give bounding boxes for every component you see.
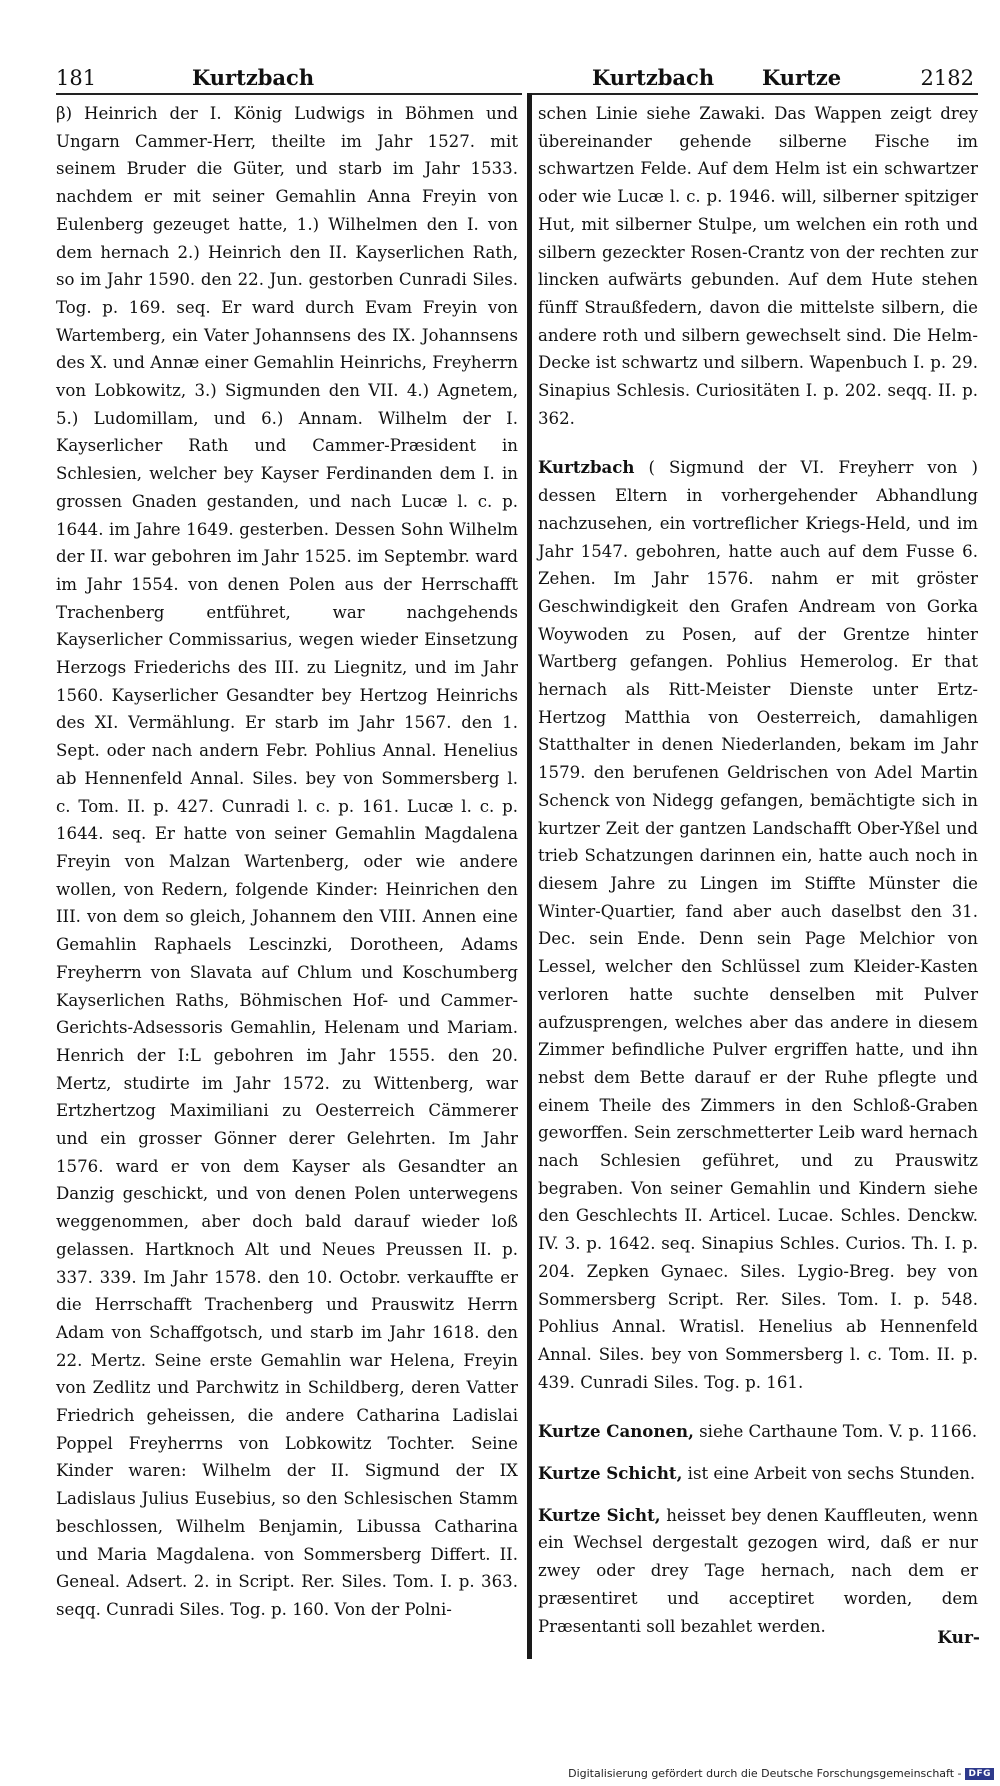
entry-body: ( Sigmund der VI. Freyherr von ) dessen Eltern in vorhergehender Abhandlung nachzusehen, ein vortreflicher Kriegs-Held, und im Jahr 1547. gebohren, hatte auch auf dem Fusse 6. Zehen. Im Jahr 1576. nahm er mit gröster Geschwindigkeit den Grafen Andream von Gorka Woywoden zu Posen, auf der Grentze hinter Wartberg gefangen. Pohlius Hemerolog. Er that hernach als Ritt-Meister Dienste unter Ertz-Hertzog Matthia von Oesterreich, damahligen Statthalter in denen Niederlanden, bekam im Jahr 1579. den berufenen Geldrischen von Adel Martin Schenck von Nidegg gefangen, bemächtigte sich in kurtzer Zeit der gantzen Landschafft Ober-Yßel und trieb Schatzungen darinnen ein, hatte auch noch in diesem Jahre zu Lingen im Stiffte Münster die Winter-Quartier, fand aber auch daselbst den 31. Dec. sein Ende. Denn sein Page Melchior von Lessel, welcher den Schlüssel zum Kleider-Kasten verloren hatte suchte denselben mit Pulver aufzusprengen, welches aber das andere in diesem Zimmer befindliche Pulver ergriffen hatte, und ihn nebst dem Bette darauf er der Ruhe pflegte und einem Theile des Zimmers in den Schloß-Graben geworffen. Sein zerschmetterter Leib ward hernach nach Schlesien geführet, und zu Prauswitz begraben. Von seiner Gemahlin und Kindern siehe den Geschlechts II. Articel. Lucae. Schles. Denckw. IV. 3. p. 1642. seq. Sinapius Schles. Curios. Th. I. p. 204. Zepken Gynaec. Siles. Lygio-Breg. bey von Sommersberg Script. Rer. Siles. Tom. I. p. 548. Pohlius Annal. Wratisl. Henelius ab Hennenfeld Annal. Siles. bey von Sommersberg l. c. Tom. II. p. 439. Cunradi Siles. Tog. p. 161. bbox=[538, 458, 978, 1392]
right-page-number: 2182 bbox=[920, 66, 974, 90]
header-rule-left bbox=[56, 93, 522, 95]
entry-body: heisset bey denen Kauffleuten, wenn ein Wechsel dergestalt gezogen wird, daß er nur zwey oder drey Tage hernach, nach dem er præsentiret und acceptiret worden, dem Præsentanti soll bezahlet werden. bbox=[538, 1505, 979, 1636]
left-column bbox=[56, 100, 518, 1624]
entry-headword: Kurtze Schicht, bbox=[538, 1463, 683, 1484]
header-rule-right bbox=[530, 93, 978, 95]
continuation-paragraph: schen Linie siehe Zawaki. Das Wappen zeigt drey übereinander gehende silberne Fische im schwartzen Felde. Auf dem Helm ist ein schwartzer oder wie Lucæ l. c. p. 1946. will, silberner spitziger Hut, mit silberner Stulpe, um welchen ein roth und silbern gezeckter Rosen-Crantz von der rechten zur lincken aufwärts gebunden. Auf dem Hute stehen fünff Straußfedern, davon die mittelste silbern, die andere roth und silbern gewechselt sind. Die Helm-Decke ist schwartz und silbern. Wapenbuch I. p. 29. Sinapius Schlesis. Curiositäten I. p. 202. seqq. II. p. 362. bbox=[538, 104, 978, 428]
entry-headword: Kurtze Canonen, bbox=[538, 1421, 694, 1442]
entry-body: ist eine Arbeit von sechs Stunden. bbox=[687, 1464, 976, 1484]
entry-kurtze-schicht bbox=[538, 1460, 978, 1488]
left-column-text: β) Heinrich der I. König Ludwigs in Böhmen und Ungarn Cammer-Herr, theilte im Jahr 1527. mit seinem Bruder die Güter, und starb im Jahr 1533. nachdem er mit seiner Gemahlin Anna Freyin von Eulenberg gezeuget hatte, 1.) Wilhelmen den I. von dem hernach 2.) Heinrich den II. Kayserlichen Rath, so im Jahr 1590. den 22. Jun. gestorben Cunradi Siles. Tog. p. 169. seq. Er ward durch Evam Freyin von Wartemberg, ein Vater Johannsens des IX. Johannsens des X. und Annæ einer Gemahlin Heinrichs, Freyherrn von Lobkowitz, 3.) Sigmunden den VII. 4.) Agnetem, 5.) Ludomillam, und 6.) Annam. Wilhelm der I. Kayserlicher Rath und Cammer-Præsident in Schlesien, welcher bey Kayser Ferdinanden dem I. in grossen Gnaden gestanden, und nach Lucæ l. c. p. 1644. im Jahre 1649. gesterben. Dessen Sohn Wilhelm der II. war gebohren im Jahr 1525. im Septembr. ward im Jahr 1554. von denen Polen aus der Herrschafft Trachenberg entführet, war nachgehends Kayserlicher Commissarius, wegen wieder Einsetzung Herzogs Friederichs des III. zu Liegnitz, und im Jahr 1560. Kayserlicher Gesandter bey Hertzog Heinrichs des XI. Vermählung. Er starb im Jahr 1567. den 1. Sept. oder nach andern Febr. Pohlius Annal. Henelius ab Hennenfeld Annal. Siles. bey von Sommersberg l. c. Tom. II. p. 427. Cunradi l. c. p. 161. Lucæ l. c. p. 1644. seq. Er hatte von seiner Gemahlin Magdalena Freyin von Malzan Wartenberg, oder wie andere wollen, von Redern, folgende Kinder: Heinrichen den III. von dem so gleich, Johannem den VIII. Annen eine Gemahlin Raphaels Lescinzki, Dorotheen, Adams Freyherrn von Slavata auf Chlum und Koschumberg Kayserlichen Raths, Böhmischen Hof- und Cammer-Gerichts-Adsessoris Gemahlin, Helenam und Mariam. Henrich der I:L gebohren im Jahr 1555. den 20. Mertz, studirte im Jahr 1572. zu Wittenberg, war Ertzhertzog Maximiliani zu Oesterreich Cämmerer und ein grosser Gönner derer Gelehrten. Im Jahr 1576. ward er von dem Kayser als Gesandter an Danzig geschickt, und von denen Polen unterwegens weggenommen, aber doch bald darauf wieder loß gelassen. Hartknoch Alt und Neues Preussen II. p. 337. 339. Im Jahr 1578. den 10. Octobr. verkauffte er die Herrschafft Trachenberg und Prauswitz Herrn Adam von Schaffgotsch, und starb im Jahr 1618. den 22. Mertz. Seine erste Gemahlin war Helena, Freyin von Zedlitz und Parchwitz in Schildberg, deren Vatter Friedrich geheissen, die andere Catharina Ladislai Poppel Freyherrns von Lobkowitz Tochter. Seine Kinder waren: Wilhelm der II. Sigmund der IX Ladislaus Julius Eusebius, so den Schlesischen Stamm beschlossen, Wilhelm Benjamin, Libussa Catharina und Maria Magdalena. von Sommersberg Differt. II. Geneal. Adsert. 2. in Script. Rer. Siles. Tom. I. p. 363. seqq. Cunradi Siles. Tog. p. 160. Von der Polni- bbox=[56, 104, 518, 1619]
entry-body: siehe Carthaune Tom. V. p. 1166. bbox=[699, 1422, 978, 1442]
column-divider bbox=[527, 93, 532, 1659]
page-header bbox=[36, 56, 984, 96]
digitization-footer bbox=[568, 1767, 994, 1780]
dfg-logo: DFG bbox=[965, 1768, 994, 1780]
left-page-number: 181 bbox=[56, 66, 97, 90]
right-running-head: Kurtzbach bbox=[592, 65, 715, 90]
left-running-head: Kurtzbach bbox=[192, 65, 315, 90]
footer-text: Digitalisierung gefördert durch die Deutsche Forschungsgemeinschaft - bbox=[568, 1767, 962, 1780]
entry-headword: Kurtze Sicht, bbox=[538, 1504, 661, 1525]
catchword: Kur- bbox=[937, 1628, 980, 1648]
entry-kurtze-canonen bbox=[538, 1418, 978, 1446]
entry-kurtzbach-sigmund bbox=[538, 454, 978, 1396]
right-running-head-2: Kurtze bbox=[762, 65, 842, 90]
entry-kurtze-sicht bbox=[538, 1502, 978, 1641]
entry-headword: Kurtzbach bbox=[538, 457, 635, 478]
right-column bbox=[538, 100, 978, 1640]
